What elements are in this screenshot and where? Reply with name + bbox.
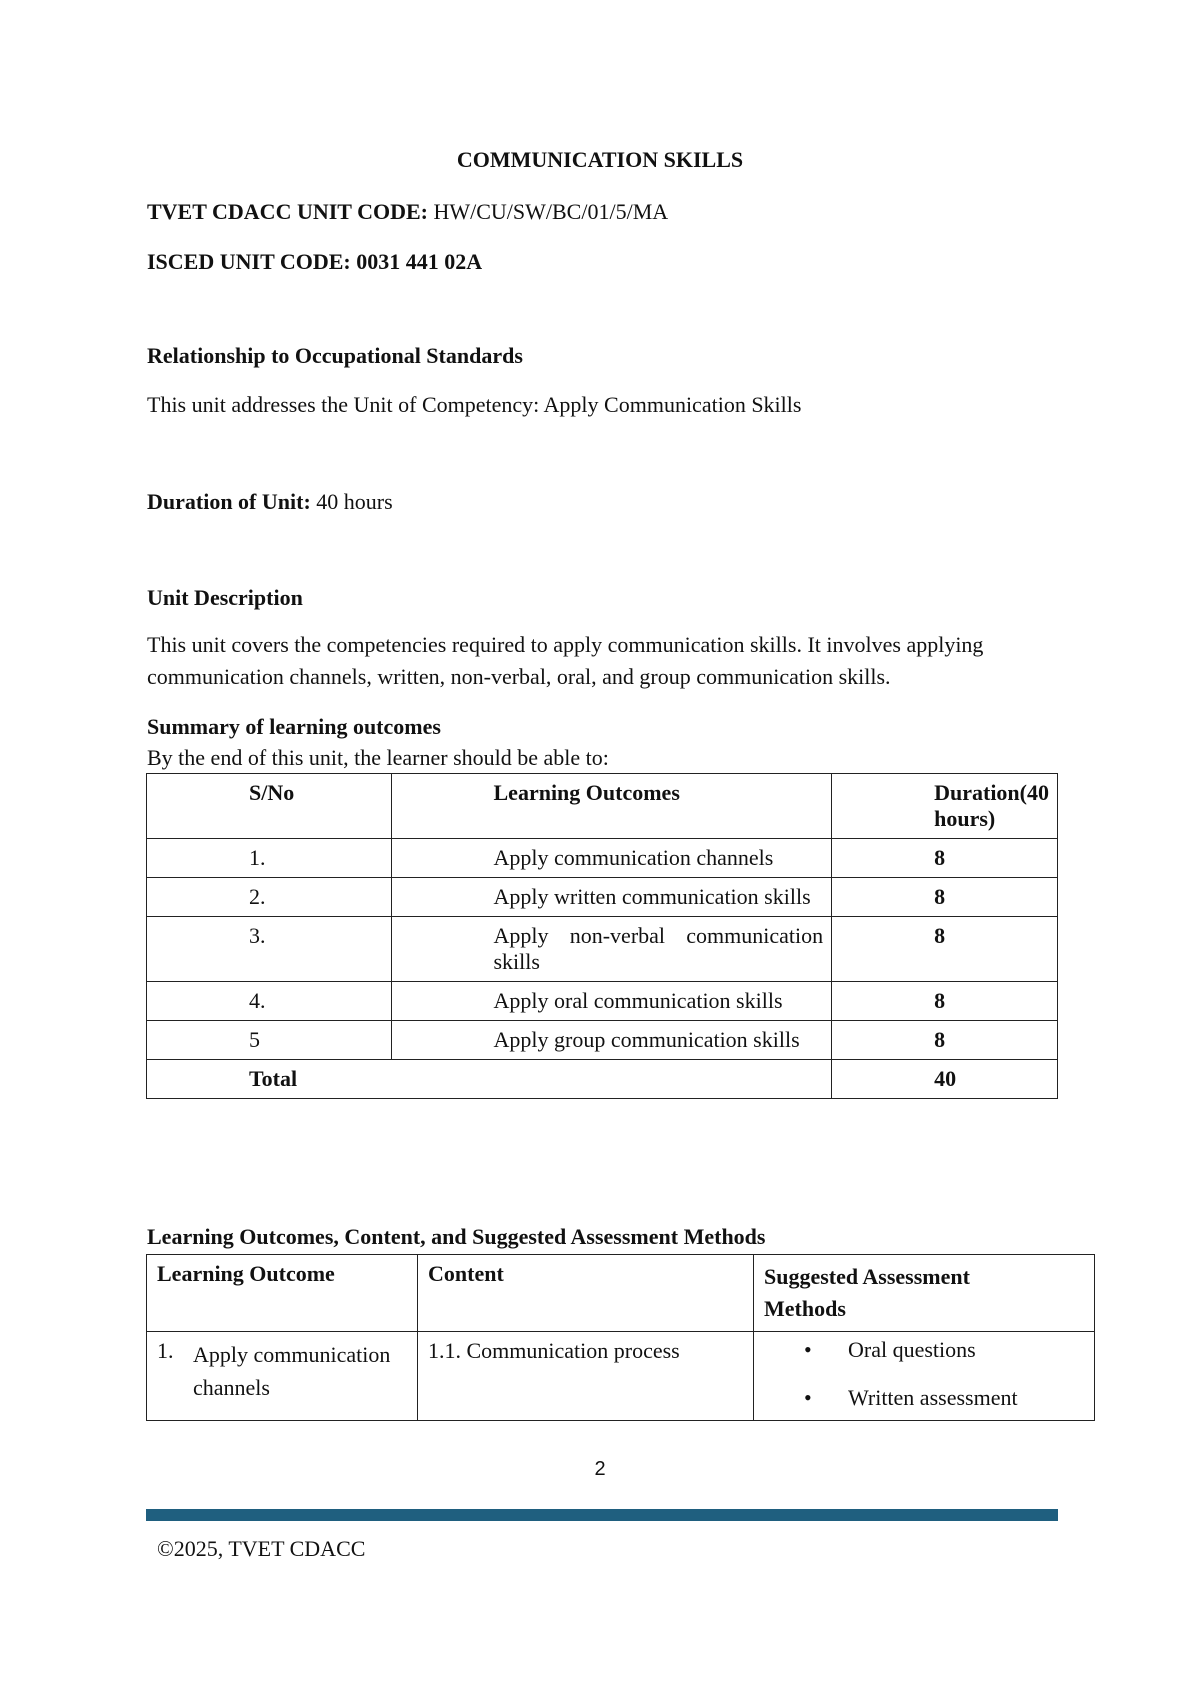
footer-divider	[146, 1509, 1058, 1521]
row-hours: 8	[832, 1021, 1058, 1060]
summary-header-row	[147, 774, 1058, 839]
row-sno: 3.	[147, 917, 392, 982]
row-sno: 5	[147, 1021, 392, 1060]
learning-outcomes-summary-table	[146, 773, 1058, 1099]
isced-code-value: 0031 441 02A	[356, 249, 483, 274]
total-row	[147, 1060, 1058, 1099]
isced-code-label: ISCED UNIT CODE:	[147, 249, 351, 274]
row-sno: 2.	[147, 878, 392, 917]
assessment-methods-header-line1: Suggested Assessment	[764, 1264, 970, 1289]
summary-heading: Summary of learning outcomes	[147, 714, 441, 739]
assessment-heading: Learning Outcomes, Content, and Suggested Assessment Methods	[147, 1224, 766, 1249]
duration-header-paren: (40	[1019, 780, 1049, 805]
assessment-methods-header-line2: Methods	[764, 1296, 846, 1321]
assessment-methods-table	[146, 1254, 1095, 1421]
relationship-text: This unit addresses the Unit of Competency: Apply Communication Skills	[147, 392, 802, 417]
footer-copyright: ©2025, TVET CDACC	[157, 1536, 366, 1561]
total-label: Total	[147, 1060, 832, 1099]
assessment-methods-header	[754, 1255, 1095, 1332]
duration-label: Duration of Unit:	[147, 489, 311, 514]
list-item: • Written assessment	[804, 1386, 1084, 1410]
table-row	[147, 982, 1058, 1021]
duration-header-word: Duration	[934, 780, 1020, 805]
row-outcome: Apply non-verbal communication skills	[391, 917, 832, 982]
row-sno: 1.	[147, 839, 392, 878]
list-item: • Oral questions	[804, 1338, 1084, 1362]
duration-value: 40 hours	[316, 489, 393, 514]
duration-header	[832, 774, 1058, 839]
row-outcome: Apply group communication skills	[391, 1021, 832, 1060]
duration-header-hours: hours)	[934, 806, 996, 831]
duration-line	[147, 489, 393, 515]
description-heading: Unit Description	[147, 585, 303, 610]
document-title: COMMUNICATION SKILLS	[456, 147, 744, 172]
table-row	[147, 878, 1058, 917]
row-outcome: Apply written communication skills	[391, 878, 832, 917]
table-row	[147, 917, 1058, 982]
unit-code-label: TVET CDACC UNIT CODE:	[147, 199, 428, 224]
sno-header: S/No	[147, 774, 392, 839]
assessment-header-row	[147, 1255, 1095, 1332]
table-row	[147, 839, 1058, 878]
content-header: Content	[418, 1255, 754, 1332]
outcome-text: Apply communication channels	[193, 1342, 391, 1400]
methods-cell	[754, 1332, 1095, 1421]
learning-outcome-header: Learning Outcome	[147, 1255, 418, 1332]
row-hours: 8	[832, 839, 1058, 878]
relationship-heading: Relationship to Occupational Standards	[147, 343, 523, 368]
unit-code-line	[147, 199, 668, 225]
summary-intro: By the end of this unit, the learner should be able to:	[147, 745, 609, 770]
page-number: 2	[594, 1458, 606, 1480]
outcomes-header: Learning Outcomes	[391, 774, 832, 839]
row-hours: 8	[832, 878, 1058, 917]
unit-code-value: HW/CU/SW/BC/01/5/MA	[433, 199, 669, 224]
table-row	[147, 1021, 1058, 1060]
row-outcome: Apply communication channels	[391, 839, 832, 878]
row-sno: 4.	[147, 982, 392, 1021]
row-hours: 8	[832, 982, 1058, 1021]
outcome-number: 1.	[157, 1338, 174, 1363]
row-outcome: Apply oral communication skills	[391, 982, 832, 1021]
description-text: This unit covers the competencies required to apply communication skills. It involves applying communication channels, written, non-verbal, oral, and group communication skills.	[147, 632, 984, 689]
table-row	[147, 1332, 1095, 1421]
content-cell: 1.1. Communication process	[418, 1332, 754, 1421]
total-value: 40	[832, 1060, 1058, 1099]
row-hours: 8	[832, 917, 1058, 982]
outcome-cell	[147, 1332, 418, 1421]
isced-code-line	[147, 249, 482, 275]
